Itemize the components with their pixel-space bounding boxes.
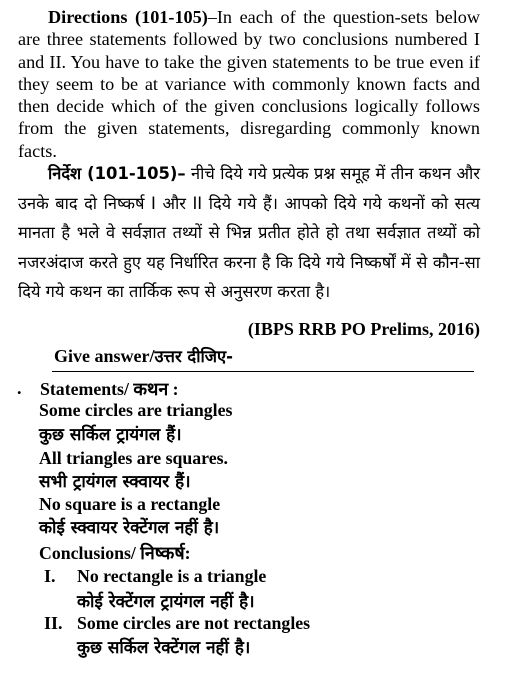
give-answer-hindi: उत्तर दीजिए- [154, 347, 233, 366]
conclusion-2-hindi: कुछ सर्किल रेक्टेंगल नहीं है। [77, 638, 251, 658]
exam-source: (IBPS RRB PO Prelims, 2016) [247, 319, 480, 339]
conclusion-1-english: No rectangle is a triangle [77, 566, 267, 586]
directions-english [18, 6, 480, 162]
conclusions-heading: Conclusions/ निष्कर्ष: [39, 543, 191, 563]
directions-hindi-label: निर्देश (101-105)– [48, 164, 186, 183]
bullet-dot: . [17, 378, 22, 398]
conclusion-2-english: Some circles are not rectangles [77, 613, 311, 633]
statements-heading: Statements/ कथन : [40, 379, 179, 399]
directions-hindi-text: नीचे दिये गये प्रत्येक प्रश्न समूह में तीन कथन और उनके बाद दो निष्कर्ष I और II दिये गये हैं। आपको दिये गये कथनों को सत्य मानता है भले वे सर्वज्ञात तथ्यों से भिन्न प्रतीत होते हो तथा सर्वज्ञात तथ्यों को नजरअंदाज करते हुए यह निर्धारित करना है कि दिये गये निष्कर्षों में से कौन-सा दिये गये कथन का तार्किक रूप से अनुसरण करता है। [18, 164, 480, 302]
statement-1-hindi: कुछ सर्किल ट्रायंगल हैं। [39, 425, 182, 445]
directions-hindi [18, 159, 480, 307]
statement-3-hindi: कोई स्क्वायर रेक्टेंगल नहीं है। [39, 518, 220, 538]
conclusion-1-hindi: कोई रेक्टेंगल ट्रायंगल नहीं है। [77, 592, 255, 612]
conclusion-1-number: I. [44, 566, 56, 586]
conclusion-2-number: II. [44, 613, 63, 633]
divider-line [52, 371, 474, 372]
directions-english-label: Directions (101-105) [48, 7, 208, 27]
statement-2-english: All triangles are squares. [39, 448, 229, 468]
statement-1-english: Some circles are triangles [39, 400, 233, 420]
give-answer [54, 344, 233, 367]
directions-english-text: –In each of the question-sets below are three statements followed by two conclusions numbered I and II. You have to take the given statements to be true even if they seem to be at variance with commonly known facts and then decide which of the given conclusions logically follows from the given statements, disregarding commonly known facts. [18, 7, 480, 161]
statement-3-english: No square is a rectangle [39, 494, 221, 514]
statement-2-hindi: सभी ट्रायंगल स्क्वायर हैं। [39, 472, 191, 492]
give-answer-english: Give answer/ [54, 346, 155, 366]
